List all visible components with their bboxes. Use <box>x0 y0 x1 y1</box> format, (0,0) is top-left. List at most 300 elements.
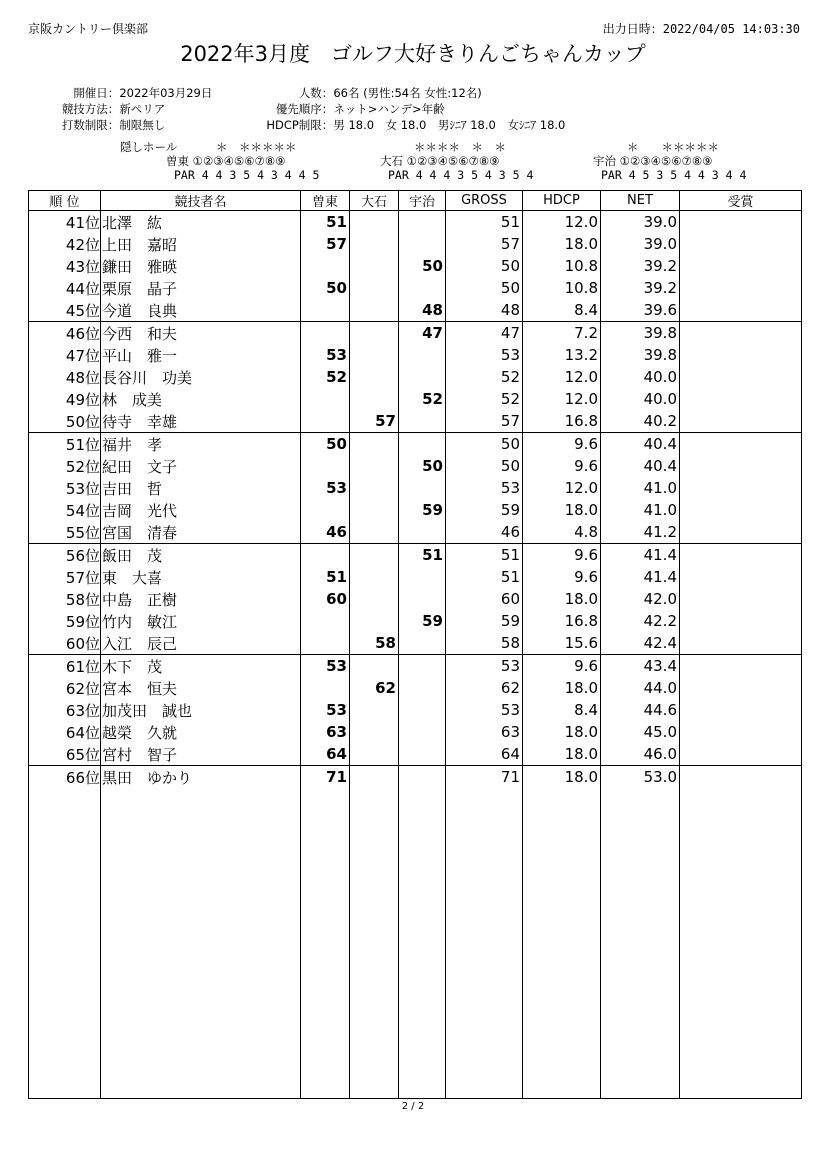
cell-gross: 51 <box>446 211 523 234</box>
cell-sotou-score <box>301 388 350 410</box>
cell-hdcp: 9.6 <box>523 566 601 588</box>
cell-rank: 63位 <box>29 699 101 721</box>
cell-oishi-score: 57 <box>350 410 399 433</box>
cell-rank: 65位 <box>29 743 101 766</box>
course-3-hole-numbers: ①②③④⑤⑥⑦⑧⑨ <box>619 154 713 168</box>
cell-net: 39.0 <box>601 211 680 234</box>
club-name: 京阪カントリー倶楽部 <box>28 22 149 36</box>
cell-rank: 41位 <box>29 211 101 234</box>
cell-uji-score: 50 <box>399 455 446 477</box>
cell-name: 宮国 清春 <box>101 521 301 544</box>
cell-uji-score <box>399 721 446 743</box>
cell-award <box>680 277 802 299</box>
table-row <box>29 211 802 234</box>
cell-award <box>680 366 802 388</box>
cell-hdcp: 12.0 <box>523 477 601 499</box>
cell-sotou-score: 71 <box>301 766 350 789</box>
cell-uji-score <box>399 344 446 366</box>
printed-timestamp: 出力日時：2022/04/05 14:03:30 <box>602 22 800 36</box>
cell-name: 宮村 智子 <box>101 743 301 766</box>
empty-cell <box>523 788 601 1099</box>
cell-gross: 47 <box>446 322 523 345</box>
cell-gross: 52 <box>446 388 523 410</box>
cell-name: 今道 良典 <box>101 299 301 322</box>
cell-rank: 47位 <box>29 344 101 366</box>
cell-rank: 44位 <box>29 277 101 299</box>
table-row <box>29 677 802 699</box>
cell-rank: 51位 <box>29 433 101 456</box>
empty-cell <box>446 788 523 1099</box>
cell-uji-score <box>399 655 446 678</box>
cell-oishi-score <box>350 544 399 567</box>
cell-oishi-score <box>350 277 399 299</box>
cell-hdcp: 18.0 <box>523 766 601 789</box>
cell-net: 40.4 <box>601 455 680 477</box>
cell-uji-score: 47 <box>399 322 446 345</box>
cell-hdcp: 8.4 <box>523 299 601 322</box>
hdcp-info <box>230 103 565 133</box>
cell-name: 栗原 晶子 <box>101 277 301 299</box>
cell-oishi-score <box>350 255 399 277</box>
cell-oishi-score <box>350 344 399 366</box>
course-3-par: PAR 4 5 3 5 4 4 3 4 4 <box>601 168 747 182</box>
cell-rank: 57位 <box>29 566 101 588</box>
cell-name: 竹内 敏江 <box>101 610 301 632</box>
cell-net: 41.0 <box>601 477 680 499</box>
table-row <box>29 521 802 544</box>
cell-gross: 53 <box>446 655 523 678</box>
page-number: 2 / 2 <box>401 1101 425 1112</box>
cell-gross: 64 <box>446 743 523 766</box>
hdcp-limit-value: 男 18.0 女 18.0 男ｼﾆｱ 18.0 女ｼﾆｱ 18.0 <box>333 118 566 132</box>
empty-cell <box>101 788 301 1099</box>
cell-rank: 56位 <box>29 544 101 567</box>
table-row <box>29 544 802 567</box>
cell-award <box>680 388 802 410</box>
course-3-holes <box>593 155 712 168</box>
cell-sotou-score: 52 <box>301 366 350 388</box>
header-gross: GROSS <box>446 191 523 211</box>
cell-hdcp: 18.0 <box>523 233 601 255</box>
cell-award <box>680 477 802 499</box>
cell-rank: 46位 <box>29 322 101 345</box>
cell-net: 39.6 <box>601 299 680 322</box>
cell-oishi-score <box>350 588 399 610</box>
table-row <box>29 277 802 299</box>
cell-net: 40.2 <box>601 410 680 433</box>
cell-sotou-score: 64 <box>301 743 350 766</box>
cell-hdcp: 18.0 <box>523 499 601 521</box>
cell-rank: 60位 <box>29 632 101 655</box>
cell-award <box>680 322 802 345</box>
cell-rank: 48位 <box>29 366 101 388</box>
date-value: 2022年03月29日 <box>119 86 213 100</box>
cell-hdcp: 4.8 <box>523 521 601 544</box>
cell-name: 吉田 哲 <box>101 477 301 499</box>
table-row <box>29 588 802 610</box>
cell-net: 42.2 <box>601 610 680 632</box>
cell-sotou-score <box>301 322 350 345</box>
cell-name: 鎌田 雅暎 <box>101 255 301 277</box>
cell-rank: 42位 <box>29 233 101 255</box>
cell-uji-score <box>399 410 446 433</box>
empty-cell <box>301 788 350 1099</box>
cell-net: 41.0 <box>601 499 680 521</box>
cell-rank: 43位 <box>29 255 101 277</box>
cell-net: 40.0 <box>601 388 680 410</box>
cell-gross: 51 <box>446 544 523 567</box>
cell-net: 41.4 <box>601 544 680 567</box>
cell-award <box>680 743 802 766</box>
cell-net: 39.8 <box>601 322 680 345</box>
cell-name: 林 成美 <box>101 388 301 410</box>
cell-gross: 63 <box>446 721 523 743</box>
table-row <box>29 610 802 632</box>
cell-name: 中島 正樹 <box>101 588 301 610</box>
cell-oishi-score <box>350 699 399 721</box>
cell-award <box>680 410 802 433</box>
table-row <box>29 477 802 499</box>
cell-oishi-score <box>350 477 399 499</box>
cell-net: 53.0 <box>601 766 680 789</box>
empty-cell <box>29 788 101 1099</box>
cell-uji-score <box>399 588 446 610</box>
cell-sotou-score: 60 <box>301 588 350 610</box>
date-label: 開催日： <box>73 86 120 100</box>
cell-uji-score <box>399 366 446 388</box>
cell-net: 39.2 <box>601 255 680 277</box>
table-row <box>29 566 802 588</box>
cell-award <box>680 632 802 655</box>
cell-oishi-score <box>350 766 399 789</box>
cell-hdcp: 12.0 <box>523 366 601 388</box>
cell-rank: 64位 <box>29 721 101 743</box>
cell-oishi-score <box>350 610 399 632</box>
cell-name: 紀田 文子 <box>101 455 301 477</box>
cell-hdcp: 9.6 <box>523 544 601 567</box>
cell-hdcp: 9.6 <box>523 655 601 678</box>
cell-award <box>680 433 802 456</box>
cell-net: 42.4 <box>601 632 680 655</box>
cell-gross: 57 <box>446 233 523 255</box>
cell-sotou-score <box>301 677 350 699</box>
priority-label: 優先順序： <box>275 102 334 116</box>
cell-uji-score: 50 <box>399 255 446 277</box>
cell-hdcp: 12.0 <box>523 211 601 234</box>
cell-sotou-score <box>301 499 350 521</box>
course-1-hole-numbers: ①②③④⑤⑥⑦⑧⑨ <box>192 154 286 168</box>
cell-uji-score <box>399 477 446 499</box>
cell-award <box>680 766 802 789</box>
cell-sotou-score: 63 <box>301 721 350 743</box>
cell-gross: 50 <box>446 455 523 477</box>
cell-award <box>680 655 802 678</box>
header-name: 競技者名 <box>101 191 301 211</box>
cell-net: 39.2 <box>601 277 680 299</box>
course-2-holes <box>380 155 499 168</box>
cell-hdcp: 18.0 <box>523 743 601 766</box>
course-2-stars: ＊＊＊＊ ＊ ＊ <box>414 140 506 154</box>
limit-label: 打数制限： <box>61 118 120 132</box>
course-2-hole-numbers: ①②③④⑤⑥⑦⑧⑨ <box>406 154 500 168</box>
cell-name: 長谷川 功美 <box>101 366 301 388</box>
hdcp-limit-label: HDCP制限： <box>266 118 334 132</box>
cell-oishi-score <box>350 499 399 521</box>
cell-sotou-score: 57 <box>301 233 350 255</box>
cell-gross: 59 <box>446 499 523 521</box>
cell-rank: 61位 <box>29 655 101 678</box>
cell-name: 木下 茂 <box>101 655 301 678</box>
cell-uji-score <box>399 743 446 766</box>
limit-value: 制限無し <box>119 118 166 132</box>
cell-net: 44.6 <box>601 699 680 721</box>
cell-rank: 58位 <box>29 588 101 610</box>
count-value: 66名 (男性:54名 女性:12名) <box>333 86 482 100</box>
cell-oishi-score: 62 <box>350 677 399 699</box>
table-row <box>29 322 802 345</box>
cell-oishi-score <box>350 521 399 544</box>
cell-hdcp: 10.8 <box>523 255 601 277</box>
cell-gross: 52 <box>446 366 523 388</box>
cell-sotou-score: 53 <box>301 344 350 366</box>
cell-gross: 58 <box>446 632 523 655</box>
cell-gross: 50 <box>446 255 523 277</box>
table-row <box>29 743 802 766</box>
cell-rank: 62位 <box>29 677 101 699</box>
table-row <box>29 410 802 433</box>
course-3-stars: ＊ ＊＊＊＊＊ <box>627 140 719 154</box>
empty-cell <box>399 788 446 1099</box>
header-sotou: 曽東 <box>301 191 350 211</box>
cell-net: 43.4 <box>601 655 680 678</box>
table-row <box>29 233 802 255</box>
cell-hdcp: 16.8 <box>523 410 601 433</box>
cell-award <box>680 610 802 632</box>
table-row <box>29 721 802 743</box>
cell-gross: 53 <box>446 477 523 499</box>
table-row <box>29 366 802 388</box>
cell-net: 39.8 <box>601 344 680 366</box>
header-oishi: 大石 <box>350 191 399 211</box>
cell-gross: 57 <box>446 410 523 433</box>
cell-name: 越榮 久就 <box>101 721 301 743</box>
cell-hdcp: 18.0 <box>523 721 601 743</box>
cell-oishi-score <box>350 233 399 255</box>
cell-uji-score <box>399 766 446 789</box>
course-1-stars: ＊ ＊＊＊＊＊ <box>216 140 297 154</box>
cell-award <box>680 299 802 322</box>
cell-sotou-score <box>301 544 350 567</box>
method-value: 新ペリア <box>119 102 166 116</box>
cell-uji-score <box>399 277 446 299</box>
table-empty-space <box>29 788 802 1099</box>
table-row <box>29 433 802 456</box>
cell-rank: 54位 <box>29 499 101 521</box>
cell-oishi-score <box>350 655 399 678</box>
empty-cell <box>680 788 802 1099</box>
page-title: 2022年3月度 ゴルフ大好きりんごちゃんカップ <box>180 42 646 66</box>
cell-hdcp: 7.2 <box>523 322 601 345</box>
cell-sotou-score <box>301 299 350 322</box>
cell-gross: 59 <box>446 610 523 632</box>
cell-name: 平山 雅一 <box>101 344 301 366</box>
cell-sotou-score: 51 <box>301 211 350 234</box>
cell-name: 入江 辰己 <box>101 632 301 655</box>
cell-rank: 45位 <box>29 299 101 322</box>
cell-gross: 46 <box>446 521 523 544</box>
cell-net: 41.4 <box>601 566 680 588</box>
cell-name: 北澤 紘 <box>101 211 301 234</box>
cell-oishi-score <box>350 455 399 477</box>
course-1-holes <box>166 155 285 168</box>
table-row <box>29 455 802 477</box>
cell-award <box>680 499 802 521</box>
cell-sotou-score: 53 <box>301 699 350 721</box>
cell-hdcp: 18.0 <box>523 588 601 610</box>
cell-award <box>680 344 802 366</box>
cell-net: 41.2 <box>601 521 680 544</box>
cell-award <box>680 211 802 234</box>
cell-uji-score: 51 <box>399 544 446 567</box>
header-uji: 宇治 <box>399 191 446 211</box>
cell-uji-score <box>399 632 446 655</box>
cell-uji-score <box>399 433 446 456</box>
cell-award <box>680 721 802 743</box>
cell-hdcp: 8.4 <box>523 699 601 721</box>
cell-gross: 50 <box>446 433 523 456</box>
cell-award <box>680 255 802 277</box>
cell-net: 39.0 <box>601 233 680 255</box>
cell-uji-score: 52 <box>399 388 446 410</box>
cell-uji-score <box>399 566 446 588</box>
cell-hdcp: 9.6 <box>523 455 601 477</box>
cell-award <box>680 566 802 588</box>
priority-value: ネット>ハンデ>年齢 <box>333 102 445 116</box>
cell-rank: 49位 <box>29 388 101 410</box>
table-row <box>29 388 802 410</box>
cell-oishi-score: 58 <box>350 632 399 655</box>
cell-hdcp: 12.0 <box>523 388 601 410</box>
header-net: NET <box>601 191 680 211</box>
cell-rank: 66位 <box>29 766 101 789</box>
cell-hdcp: 15.6 <box>523 632 601 655</box>
cell-sotou-score <box>301 255 350 277</box>
cell-oishi-score <box>350 299 399 322</box>
cell-name: 今西 和夫 <box>101 322 301 345</box>
cell-rank: 50位 <box>29 410 101 433</box>
table-row <box>29 699 802 721</box>
cell-sotou-score: 50 <box>301 433 350 456</box>
table-header-row <box>29 191 802 211</box>
course-2-par: PAR 4 4 4 3 5 4 3 5 4 <box>388 168 534 182</box>
table-row <box>29 499 802 521</box>
cell-oishi-score <box>350 566 399 588</box>
cell-gross: 53 <box>446 699 523 721</box>
cell-gross: 51 <box>446 566 523 588</box>
cell-sotou-score: 53 <box>301 477 350 499</box>
cell-uji-score <box>399 521 446 544</box>
course-1-name: 曽東 <box>166 154 189 168</box>
cell-name: 飯田 茂 <box>101 544 301 567</box>
header-rank: 順 位 <box>29 191 101 211</box>
count-label: 人数： <box>298 86 334 100</box>
cell-uji-score: 59 <box>399 499 446 521</box>
cell-net: 45.0 <box>601 721 680 743</box>
cell-net: 46.0 <box>601 743 680 766</box>
table-body <box>29 211 802 1099</box>
results-table <box>28 190 802 1099</box>
cell-net: 40.0 <box>601 366 680 388</box>
cell-sotou-score <box>301 455 350 477</box>
header-hdcp: HDCP <box>523 191 601 211</box>
cell-sotou-score <box>301 632 350 655</box>
cell-award <box>680 544 802 567</box>
cell-name: 東 大喜 <box>101 566 301 588</box>
table-row <box>29 299 802 322</box>
cell-rank: 52位 <box>29 455 101 477</box>
info-row-3 <box>30 103 165 133</box>
cell-gross: 60 <box>446 588 523 610</box>
cell-award <box>680 233 802 255</box>
cell-uji-score <box>399 233 446 255</box>
cell-sotou-score <box>301 410 350 433</box>
table-row <box>29 766 802 789</box>
cell-name: 宮本 恒夫 <box>101 677 301 699</box>
cell-name: 加茂田 誠也 <box>101 699 301 721</box>
cell-sotou-score: 50 <box>301 277 350 299</box>
cell-net: 42.0 <box>601 588 680 610</box>
cell-name: 上田 嘉昭 <box>101 233 301 255</box>
cell-uji-score <box>399 699 446 721</box>
cell-rank: 53位 <box>29 477 101 499</box>
cell-oishi-score <box>350 721 399 743</box>
cell-gross: 62 <box>446 677 523 699</box>
cell-name: 吉岡 光代 <box>101 499 301 521</box>
cell-uji-score: 48 <box>399 299 446 322</box>
cell-rank: 59位 <box>29 610 101 632</box>
cell-name: 待寺 幸雄 <box>101 410 301 433</box>
cell-award <box>680 699 802 721</box>
cell-sotou-score <box>301 610 350 632</box>
cell-sotou-score: 53 <box>301 655 350 678</box>
course-2-name: 大石 <box>380 154 403 168</box>
cell-gross: 71 <box>446 766 523 789</box>
cell-oishi-score <box>350 433 399 456</box>
cell-gross: 50 <box>446 277 523 299</box>
cell-name: 黒田 ゆかり <box>101 766 301 789</box>
course-1-par: PAR 4 4 3 5 4 3 4 4 5 <box>174 168 320 182</box>
cell-gross: 48 <box>446 299 523 322</box>
cell-hdcp: 13.2 <box>523 344 601 366</box>
empty-cell <box>601 788 680 1099</box>
cell-uji-score <box>399 211 446 234</box>
empty-cell <box>350 788 399 1099</box>
cell-hdcp: 10.8 <box>523 277 601 299</box>
cell-award <box>680 455 802 477</box>
table-row <box>29 632 802 655</box>
cell-rank: 55位 <box>29 521 101 544</box>
cell-net: 40.4 <box>601 433 680 456</box>
cell-oishi-score <box>350 211 399 234</box>
cell-award <box>680 588 802 610</box>
cell-oishi-score <box>350 388 399 410</box>
hidden-holes-label: 隠しホール <box>120 140 178 154</box>
cell-oishi-score <box>350 322 399 345</box>
cell-sotou-score: 46 <box>301 521 350 544</box>
header-award: 受賞 <box>680 191 802 211</box>
course-3-name: 宇治 <box>593 154 616 168</box>
cell-award <box>680 677 802 699</box>
